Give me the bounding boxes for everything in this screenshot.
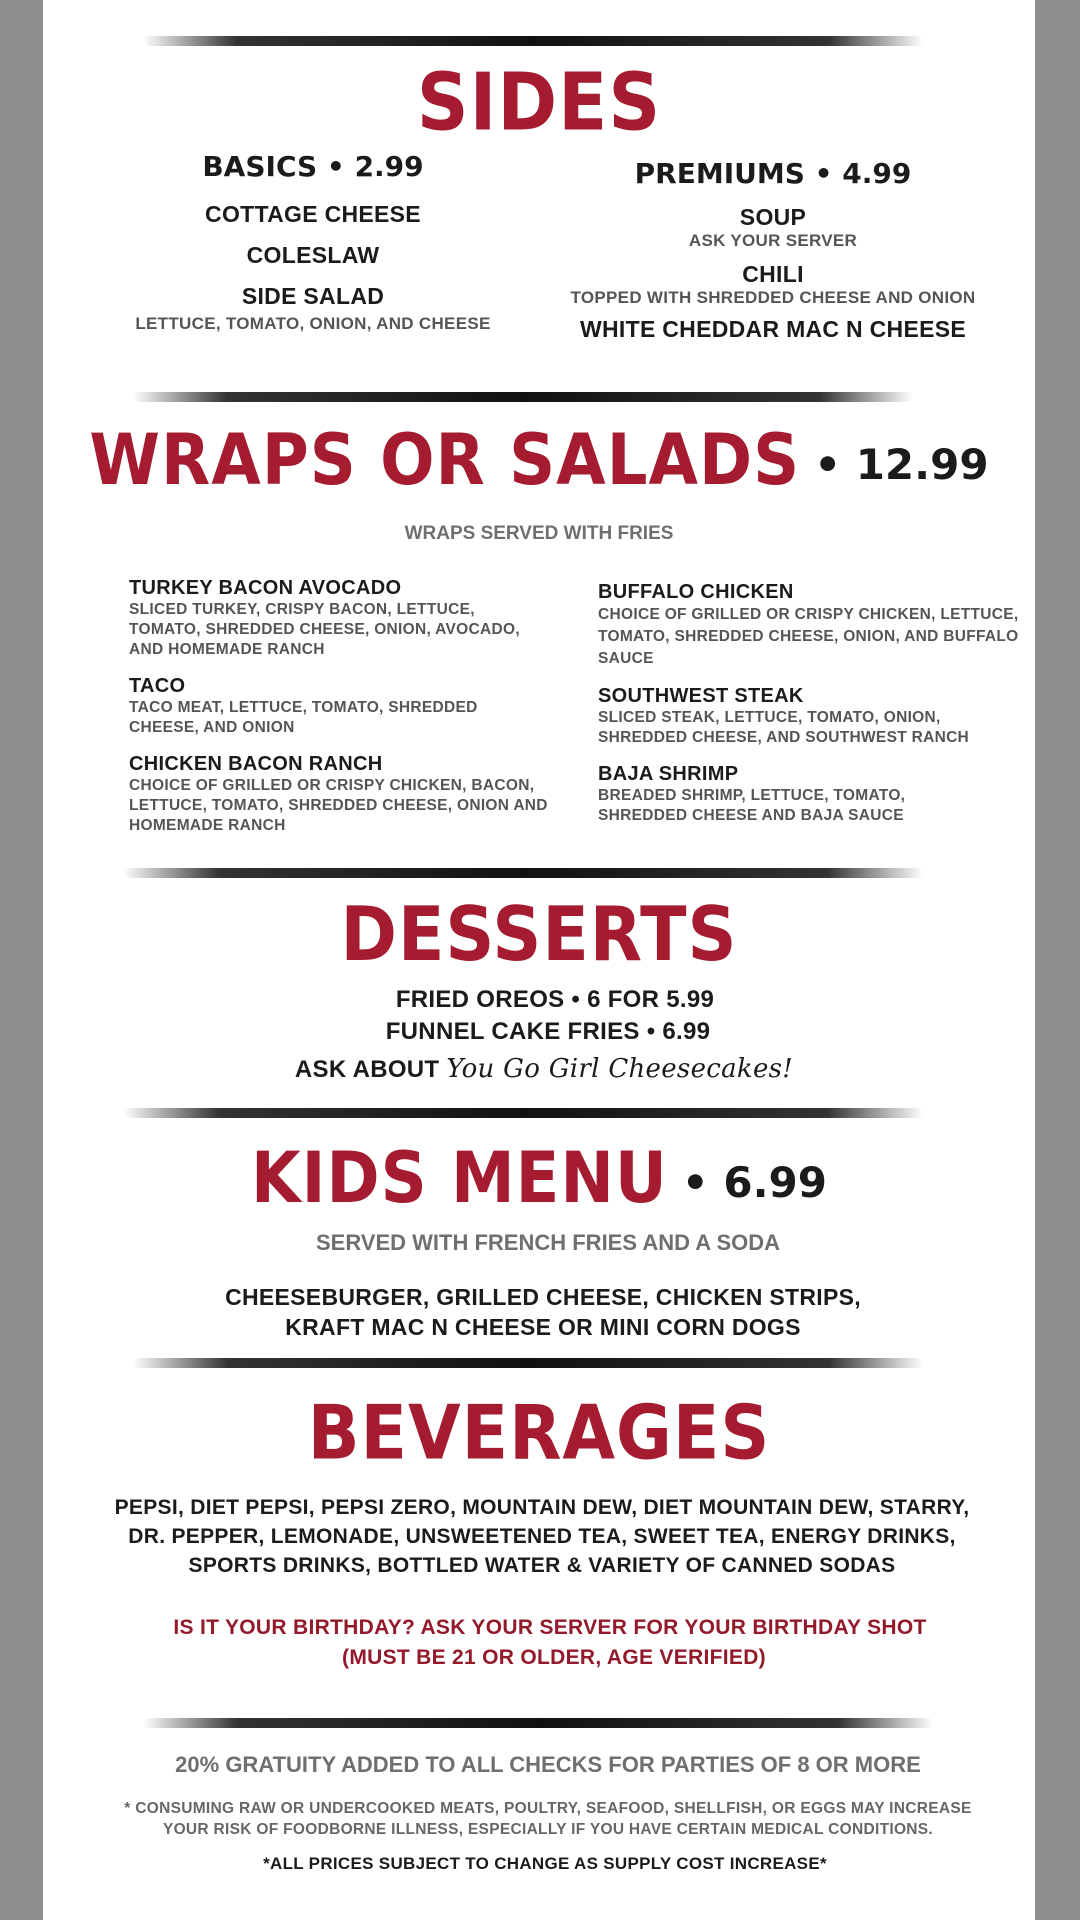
wrap-name: SOUTHWEST STEAK <box>598 685 804 707</box>
kids-price: • 6.99 <box>681 1157 827 1207</box>
price-disclaimer: *ALL PRICES SUBJECT TO CHANGE AS SUPPLY COST INCREASE* <box>263 1854 827 1873</box>
wrap-desc: CHOICE OF GRILLED OR CRISPY CHICKEN, BACON, LETTUCE, TOMATO, SHREDDED CHEESE, ONION AND HOMEMADE RANCH <box>129 777 548 834</box>
wrap-name: TACO <box>129 675 186 697</box>
side-item: CHILI <box>742 261 804 287</box>
food-warning: YOUR RISK OF FOODBORNE ILLNESS, ESPECIALLY IF YOU HAVE CERTAIN MEDICAL CONDITIONS. <box>162 1821 934 1838</box>
side-item-desc: ASK YOUR SERVER <box>688 231 858 250</box>
wraps-note: WRAPS SERVED WITH FRIES <box>404 523 674 544</box>
basics-heading: BASICS • 2.99 <box>202 150 424 183</box>
side-item: SIDE SALAD <box>241 283 385 309</box>
wrap-desc: SLICED TURKEY, CRISPY BACON, LETTUCE, TOMATO, SHREDDED CHEESE, ONION, AVOCADO, AND HOMEMADE RANCH <box>129 601 520 658</box>
wrap-desc: TACO MEAT, LETTUCE, TOMATO, SHREDDED CHEESE, AND ONION <box>129 699 478 736</box>
food-warning: * CONSUMING RAW OR UNDERCOOKED MEATS, POULTRY, SEAFOOD, SHELLFISH, OR EGGS MAY INCREASE <box>124 1800 972 1817</box>
wrap-desc: SLICED STEAK, LETTUCE, TOMATO, ONION, SHREDDED CHEESE, AND SOUTHWEST RANCH <box>598 709 970 746</box>
divider <box>143 1718 933 1728</box>
divider-top <box>143 36 923 46</box>
wraps-title: WRAPS OR SALADS • 12.99 <box>89 420 989 502</box>
wraps-price: • 12.99 <box>814 439 989 489</box>
desserts-title: DESSERTS <box>340 892 738 979</box>
beverage-list: PEPSI, DIET PEPSI, PEPSI ZERO, MOUNTAIN DEW, DIET MOUNTAIN DEW, STARRY, <box>114 1496 970 1519</box>
wrap-name: BUFFALO CHICKEN <box>598 581 794 603</box>
side-item-desc: LETTUCE, TOMATO, ONION, AND CHEESE <box>135 314 491 333</box>
wrap-name: BAJA SHRIMP <box>598 763 739 785</box>
kids-title: KIDS MENU • 6.99 <box>251 1138 827 1220</box>
birthday-requirement: (MUST BE 21 OR OLDER, AGE VERIFIED) <box>342 1646 766 1669</box>
kids-note: SERVED WITH FRENCH FRIES AND A SODA <box>315 1230 781 1255</box>
beverage-list: SPORTS DRINKS, BOTTLED WATER & VARIETY OF CANNED SODAS <box>188 1554 896 1577</box>
divider <box>133 392 913 402</box>
ask-about-label: ASK ABOUT <box>294 1056 440 1083</box>
beverages-title: BEVERAGES <box>307 1390 771 1477</box>
side-item: COLESLAW <box>246 242 380 268</box>
sides-title: SIDES <box>416 55 662 149</box>
gratuity-notice: 20% GRATUITY ADDED TO ALL CHECKS FOR PARTIES OF 8 OR MORE <box>175 1752 921 1777</box>
wrap-name: CHICKEN BACON RANCH <box>129 753 383 775</box>
menu-page <box>43 0 1035 1920</box>
divider <box>123 1108 923 1118</box>
cheesecake-name: You Go Girl Cheesecakes! <box>446 1054 794 1084</box>
wrap-name: TURKEY BACON AVOCADO <box>129 577 402 599</box>
kids-items: KRAFT MAC N CHEESE OR MINI CORN DOGS <box>285 1314 801 1340</box>
dessert-item: FUNNEL CAKE FRIES • 6.99 <box>385 1018 711 1045</box>
wrap-desc: CHOICE OF GRILLED OR CRISPY CHICKEN, LETTUCE, TOMATO, SHREDDED CHEESE, ONION, AND BUFFALO SAUCE <box>598 606 1019 667</box>
dessert-cheesecake-line <box>43 1054 1035 1084</box>
divider <box>133 1358 923 1368</box>
side-item-desc: TOPPED WITH SHREDDED CHEESE AND ONION <box>570 288 976 307</box>
premiums-heading: PREMIUMS • 4.99 <box>634 157 912 190</box>
side-item: SOUP <box>739 204 807 230</box>
beverage-list: DR. PEPPER, LEMONADE, UNSWEETENED TEA, SWEET TEA, ENERGY DRINKS, <box>128 1525 956 1548</box>
side-item: WHITE CHEDDAR MAC N CHEESE <box>579 316 967 342</box>
wraps-right-column <box>598 580 1035 840</box>
basics-column <box>103 150 523 334</box>
wraps-left-column <box>129 576 569 850</box>
dessert-item: FRIED OREOS • 6 FOR 5.99 <box>395 986 715 1013</box>
side-item: COTTAGE CHEESE <box>205 201 421 227</box>
divider <box>123 868 923 878</box>
kids-items: CHEESEBURGER, GRILLED CHEESE, CHICKEN STRIPS, <box>225 1284 861 1310</box>
birthday-offer: IS IT YOUR BIRTHDAY? ASK YOUR SERVER FOR YOUR BIRTHDAY SHOT <box>173 1616 927 1639</box>
wrap-desc: BREADED SHRIMP, LETTUCE, TOMATO, SHREDDED CHEESE AND BAJA SAUCE <box>598 787 906 824</box>
premiums-column <box>563 157 983 343</box>
